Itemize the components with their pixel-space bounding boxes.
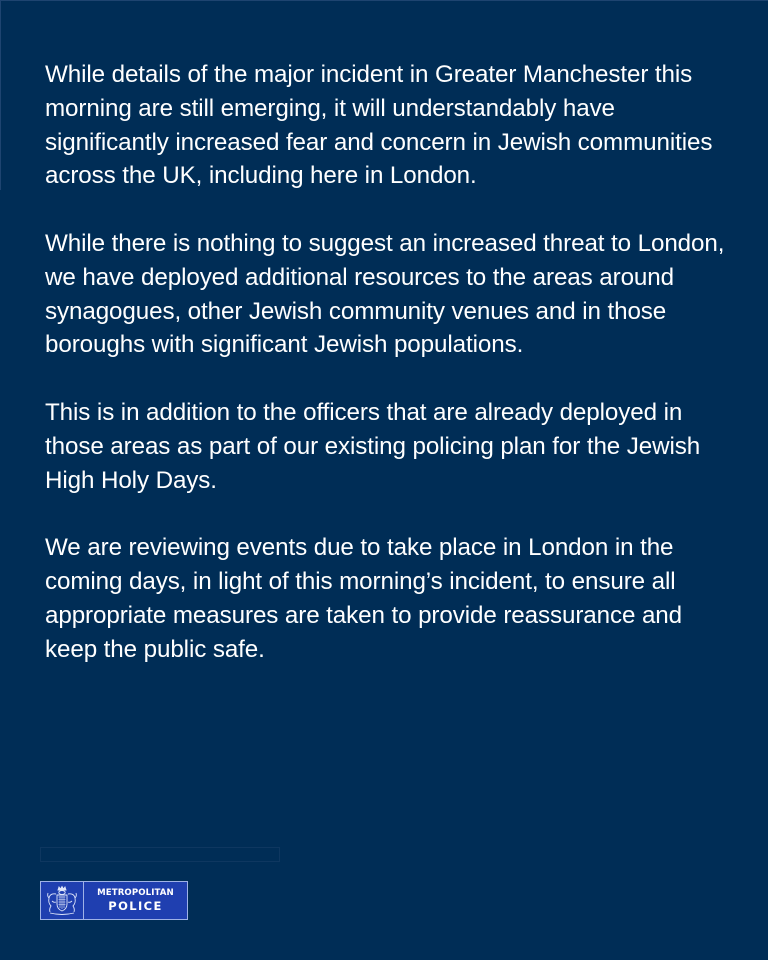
top-edge-line — [0, 0, 768, 1]
statement-paragraph-3: This is in addition to the officers that are already deployed in those areas as part of our existing policing plan for the Jewish High Holy Days. — [45, 398, 701, 494]
logo-line-police: POLICE — [108, 899, 163, 913]
logo-wordmark — [84, 882, 187, 919]
statement-paragraph-4: We are reviewing events due to take place in London in the coming days, in light of this morning’s incident, to ensure all appropriate measures are taken to provide reassurance and keep the public safe. — [45, 534, 682, 663]
crest-icon — [41, 882, 84, 919]
logo-line-metropolitan: METROPOLITAN — [97, 888, 174, 898]
left-edge-line — [0, 0, 1, 190]
statement-paragraph-2: While there is nothing to suggest an increased threat to London, we have deployed additional resources to the areas around synagogues, other Jewish community venues and in those boroughs with significant Jewish populations. — [45, 229, 725, 359]
statement-paragraph-1: While details of the major incident in Greater Manchester this morning are still emerging, it will understandably have significantly increased fear and concern in Jewish communities across the UK, including here in London. — [45, 61, 713, 190]
police-statement — [45, 58, 735, 700]
metropolitan-police-logo — [40, 881, 188, 920]
placeholder-box — [40, 847, 280, 862]
